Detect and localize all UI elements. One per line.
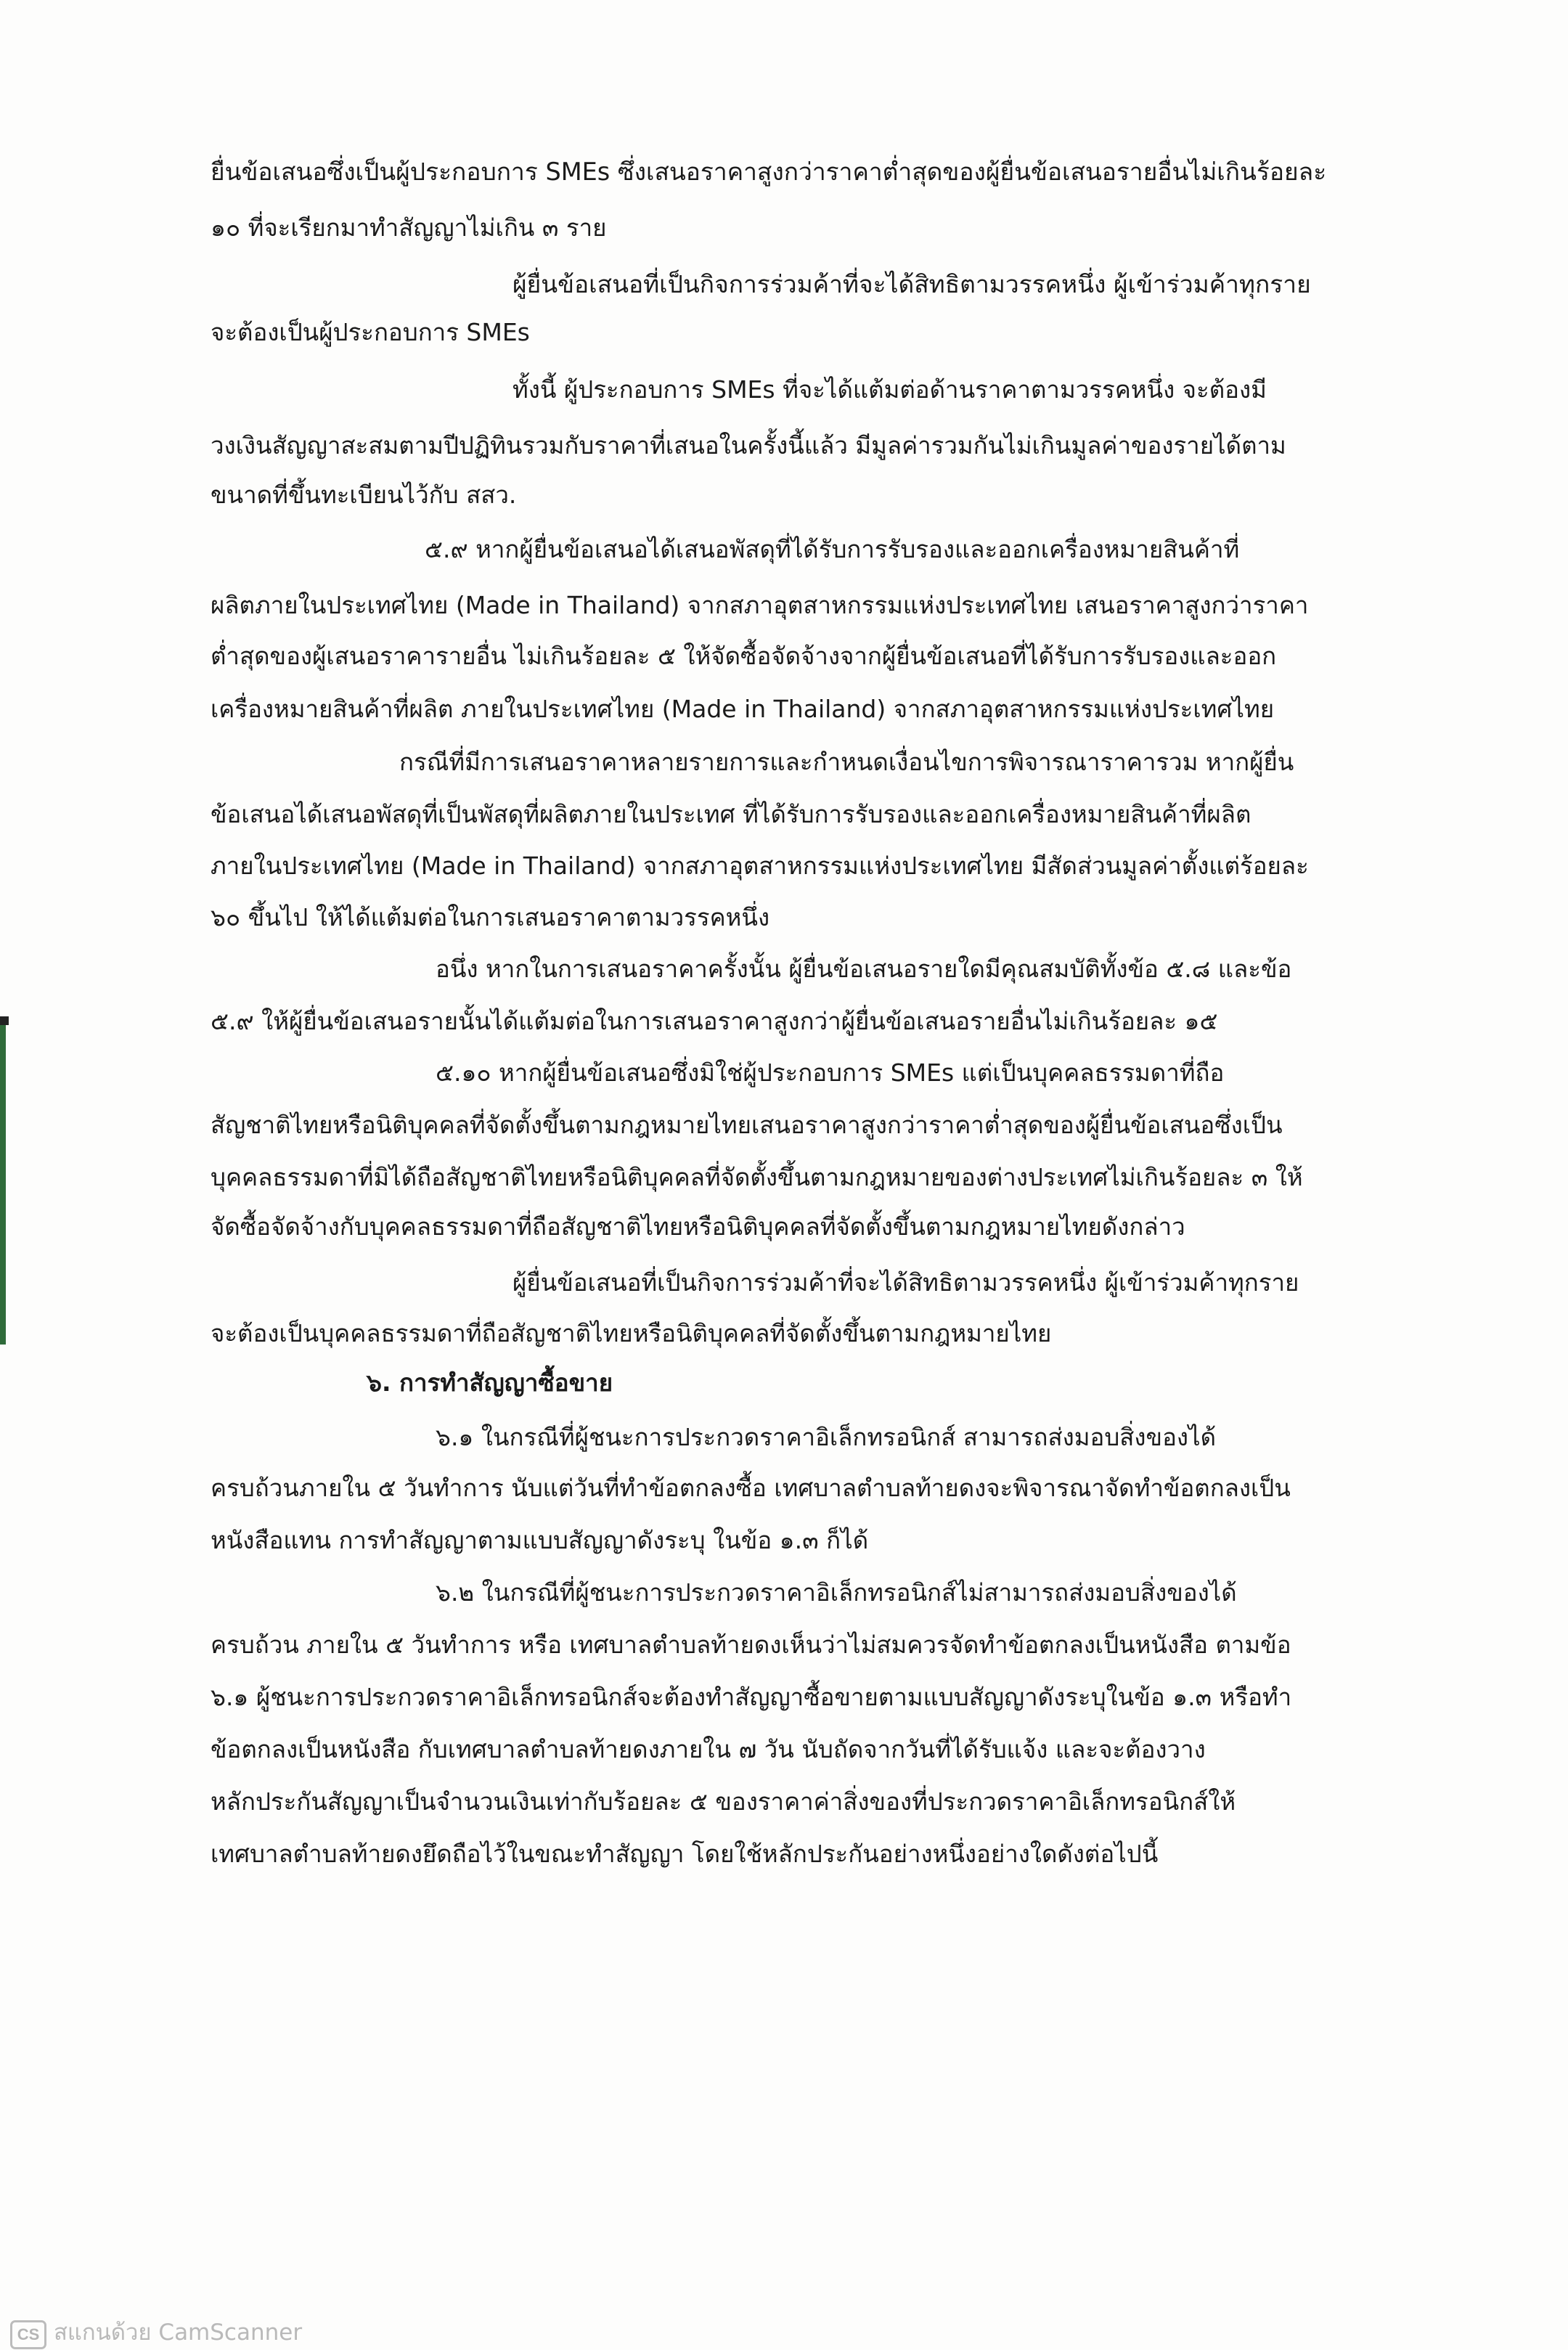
text-line: อนึ่ง หากในการเสนอราคาครั้งนั้น ผู้ยื่นข้อเสนอรายใดมีคุณสมบัติทั้งข้อ ๕.๘ และข้อ — [436, 955, 1292, 983]
text-line: เครื่องหมายสินค้าที่ผลิต ภายในประเทศไทย (Made in Thailand) จากสภาอุตสาหกรรมแห่งประเทศไทย — [211, 695, 1275, 723]
camscanner-watermark-text: สแกนด้วย CamScanner — [54, 2320, 303, 2346]
text-line: ๕.๑๐ หากผู้ยื่นข้อเสนอซึ่งมิใช่ผู้ประกอบการ SMEs แต่เป็นบุคคลธรรมดาที่ถือ — [436, 1058, 1225, 1087]
text-line: ๕.๙ หากผู้ยื่นข้อเสนอได้เสนอพัสดุที่ได้รับการรับรองและออกเครื่องหมายสินค้าที่ — [425, 535, 1240, 563]
text-line: ๖.๑ ในกรณีที่ผู้ชนะการประกวดราคาอิเล็กทรอนิกส์ สามารถส่งมอบสิ่งของได้ — [436, 1423, 1217, 1451]
camscanner-logo-icon: CS — [10, 2320, 46, 2349]
text-line: วงเงินสัญญาสะสมตามปีปฏิทินรวมกับราคาที่เสนอในครั้งนี้แล้ว มีมูลค่ารวมกันไม่เกินมูลค่าของรายได้ตาม — [211, 431, 1286, 460]
scan-edge-dot — [0, 1016, 9, 1025]
section-heading: ๖. การทำสัญญาซื้อขาย — [367, 1368, 613, 1397]
text-line: ๖๐ ขึ้นไป ให้ได้แต้มต่อในการเสนอราคาตามวรรคหนึ่ง — [211, 903, 770, 931]
text-line: ๑๐ ที่จะเรียกมาทำสัญญาไม่เกิน ๓ ราย — [211, 213, 607, 242]
text-line: ๖.๒ ในกรณีที่ผู้ชนะการประกวดราคาอิเล็กทรอนิกส์ไม่สามารถส่งมอบสิ่งของได้ — [436, 1578, 1237, 1607]
text-line: ข้อเสนอได้เสนอพัสดุที่เป็นพัสดุที่ผลิตภายในประเทศ ที่ได้รับการรับรองและออกเครื่องหมายสินค้าที่ผลิต — [211, 800, 1251, 828]
text-line: ผู้ยื่นข้อเสนอที่เป็นกิจการร่วมค้าที่จะได้สิทธิตามวรรคหนึ่ง ผู้เข้าร่วมค้าทุกราย — [513, 270, 1311, 298]
text-line: ทั้งนี้ ผู้ประกอบการ SMEs ที่จะได้แต้มต่อด้านราคาตามวรรคหนึ่ง จะต้องมี — [513, 375, 1267, 404]
text-line: ครบถ้วน ภายใน ๕ วันทำการ หรือ เทศบาลตำบลท้ายดงเห็นว่าไม่สมควรจัดทำข้อตกลงเป็นหนังสือ ตามข้อ — [211, 1631, 1291, 1659]
text-line: ผลิตภายในประเทศไทย (Made in Thailand) จากสภาอุตสาหกรรมแห่งประเทศไทย เสนอราคาสูงกว่าราคา — [211, 591, 1309, 619]
text-line: จะต้องเป็นผู้ประกอบการ SMEs — [211, 318, 530, 346]
text-line: ข้อตกลงเป็นหนังสือ กับเทศบาลตำบลท้ายดงภายใน ๗ วัน นับถัดจากวันที่ได้รับแจ้ง และจะต้องวาง — [211, 1735, 1206, 1763]
text-line: บุคคลธรรมดาที่มิได้ถือสัญชาติไทยหรือนิติบุคคลที่จัดตั้งขึ้นตามกฎหมายของต่างประเทศไม่เกินร้อยละ ๓ ให้ — [211, 1163, 1303, 1191]
text-line: ขนาดที่ขึ้นทะเบียนไว้กับ สสว. — [211, 481, 517, 509]
text-line: ๕.๙ ให้ผู้ยื่นข้อเสนอรายนั้นได้แต้มต่อในการเสนอราคาสูงกว่าผู้ยื่นข้อเสนอรายอื่นไม่เกินร้อยละ ๑๕ — [211, 1007, 1218, 1035]
text-line: กรณีที่มีการเสนอราคาหลายรายการและกำหนดเงื่อนไขการพิจารณาราคารวม หากผู้ยื่น — [399, 748, 1294, 776]
text-line: จะต้องเป็นบุคคลธรรมดาที่ถือสัญชาติไทยหรือนิติบุคคลที่จัดตั้งขึ้นตามกฎหมายไทย — [211, 1319, 1052, 1347]
text-line: หนังสือแทน การทำสัญญาตามแบบสัญญาดังระบุ ในข้อ ๑.๓ ก็ได้ — [211, 1526, 869, 1554]
scan-edge-mark — [0, 1025, 6, 1345]
text-line: สัญชาติไทยหรือนิติบุคคลที่จัดตั้งขึ้นตามกฎหมายไทยเสนอราคาสูงกว่าราคาต่ำสุดของผู้ยื่นข้อเสนอซึ่งเป็น — [211, 1111, 1283, 1139]
text-line: ต่ำสุดของผู้เสนอราคารายอื่น ไม่เกินร้อยละ ๕ ให้จัดซื้อจัดจ้างจากผู้ยื่นข้อเสนอที่ได้รับการรับรองและออก — [211, 642, 1277, 670]
text-line: ครบถ้วนภายใน ๕ วันทำการ นับแต่วันที่ทำข้อตกลงซื้อ เทศบาลตำบลท้ายดงจะพิจารณาจัดทำข้อตกลงเป็น — [211, 1474, 1291, 1502]
text-line: ผู้ยื่นข้อเสนอที่เป็นกิจการร่วมค้าที่จะได้สิทธิตามวรรคหนึ่ง ผู้เข้าร่วมค้าทุกราย — [513, 1268, 1299, 1297]
text-line: ยื่นข้อเสนอซึ่งเป็นผู้ประกอบการ SMEs ซึ่งเสนอราคาสูงกว่าราคาต่ำสุดของผู้ยื่นข้อเสนอรายอื่นไม่เกินร้อยละ — [211, 158, 1327, 186]
text-line: หลักประกันสัญญาเป็นจำนวนเงินเท่ากับร้อยละ ๕ ของราคาค่าสิ่งของที่ประกวดราคาอิเล็กทรอนิกส์ให้ — [211, 1787, 1236, 1816]
text-line: ภายในประเทศไทย (Made in Thailand) จากสภาอุตสาหกรรมแห่งประเทศไทย มีสัดส่วนมูลค่าตั้งแต่ร้อยละ — [211, 852, 1309, 880]
text-line: เทศบาลตำบลท้ายดงยึดถือไว้ในขณะทำสัญญา โดยใช้หลักประกันอย่างหนึ่งอย่างใดดังต่อไปนี้ — [211, 1840, 1159, 1868]
text-line: จัดซื้อจัดจ้างกับบุคคลธรรมดาที่ถือสัญชาติไทยหรือนิติบุคคลที่จัดตั้งขึ้นตามกฎหมายไทยดังกล่าว — [211, 1212, 1185, 1241]
text-line: ๖.๑ ผู้ชนะการประกวดราคาอิเล็กทรอนิกส์จะต้องทำสัญญาซื้อขายตามแบบสัญญาดังระบุในข้อ ๑.๓ หรือทำ — [211, 1683, 1292, 1711]
